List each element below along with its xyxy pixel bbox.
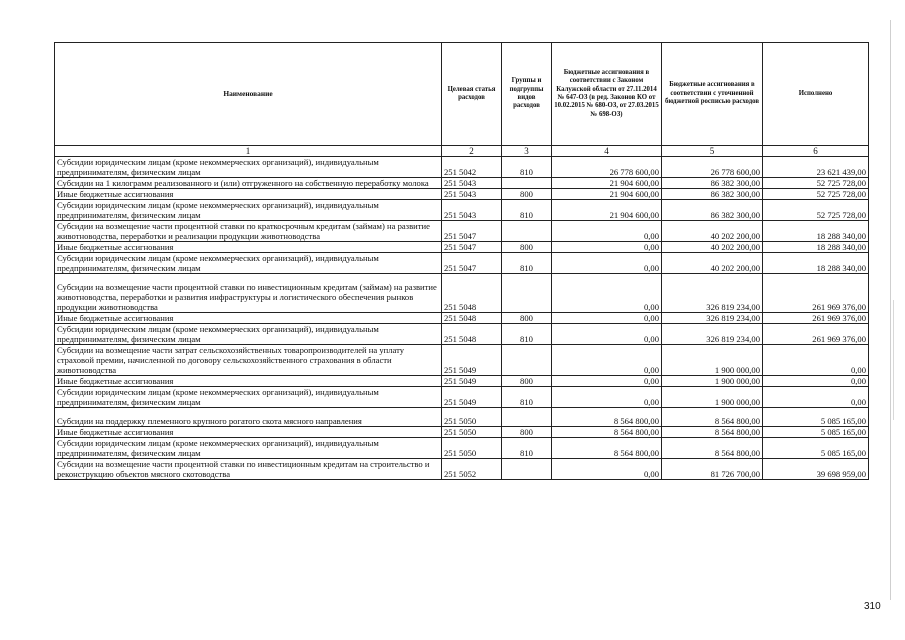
- table-row: [55, 459, 869, 480]
- row-name-cell: Иные бюджетные ассигнования: [55, 376, 442, 387]
- column-number: 4: [552, 146, 662, 157]
- row-budget-refined-cell: 40 202 200,00: [662, 242, 763, 253]
- row-name-cell: Субсидии юридическим лицам (кроме некоммерческих организаций), индивидуальным предпринимателям, физическим лицам: [55, 387, 442, 408]
- row-executed-cell: 18 288 340,00: [763, 221, 869, 242]
- header-name: Наименование: [55, 43, 442, 146]
- row-target-article-cell: 251 5050: [442, 408, 502, 427]
- table-row: [55, 242, 869, 253]
- row-budget-refined-cell: 86 382 300,00: [662, 189, 763, 200]
- row-executed-cell: 18 288 340,00: [763, 242, 869, 253]
- row-expense-group-cell: 810: [502, 324, 552, 345]
- row-executed-cell: 18 288 340,00: [763, 253, 869, 274]
- row-executed-cell: 261 969 376,00: [763, 324, 869, 345]
- row-target-article-cell: 251 5050: [442, 427, 502, 438]
- row-executed-cell: 0,00: [763, 387, 869, 408]
- table-row: [55, 157, 869, 178]
- row-target-article-cell: 251 5048: [442, 274, 502, 313]
- row-target-article-cell: 251 5049: [442, 345, 502, 376]
- table-row: [55, 324, 869, 345]
- row-name-cell: Иные бюджетные ассигнования: [55, 242, 442, 253]
- row-executed-cell: 261 969 376,00: [763, 313, 869, 324]
- row-budget-law-cell: 0,00: [552, 324, 662, 345]
- header-expense-groups: Группы и подгруппы видов расходов: [502, 43, 552, 146]
- table-row: [55, 408, 869, 427]
- row-budget-refined-cell: 86 382 300,00: [662, 200, 763, 221]
- row-budget-refined-cell: 81 726 700,00: [662, 459, 763, 480]
- row-budget-refined-cell: 326 819 234,00: [662, 313, 763, 324]
- column-number: 3: [502, 146, 552, 157]
- row-executed-cell: 52 725 728,00: [763, 189, 869, 200]
- row-expense-group-cell: 810: [502, 157, 552, 178]
- row-budget-law-cell: 21 904 600,00: [552, 178, 662, 189]
- row-target-article-cell: 251 5043: [442, 189, 502, 200]
- table-header-row: [55, 43, 869, 146]
- row-expense-group-cell: 800: [502, 242, 552, 253]
- row-name-cell: Субсидии на возмещение части затрат сельскохозяйственных товаропроизводителей на уплату страховой премии, начисленной по договору сельскохозяйственного страхования в области животноводства: [55, 345, 442, 376]
- row-executed-cell: 52 725 728,00: [763, 178, 869, 189]
- row-executed-cell: 0,00: [763, 376, 869, 387]
- row-executed-cell: 261 969 376,00: [763, 274, 869, 313]
- row-target-article-cell: 251 5050: [442, 438, 502, 459]
- table-row: [55, 274, 869, 313]
- row-name-cell: Иные бюджетные ассигнования: [55, 189, 442, 200]
- row-name-cell: Субсидии юридическим лицам (кроме некоммерческих организаций), индивидуальным предпринимателям, физическим лицам: [55, 200, 442, 221]
- row-executed-cell: 52 725 728,00: [763, 200, 869, 221]
- row-target-article-cell: 251 5042: [442, 157, 502, 178]
- table-row: [55, 253, 869, 274]
- row-budget-refined-cell: 1 900 000,00: [662, 345, 763, 376]
- row-budget-refined-cell: 8 564 800,00: [662, 408, 763, 427]
- row-budget-refined-cell: 326 819 234,00: [662, 324, 763, 345]
- row-budget-refined-cell: 86 382 300,00: [662, 178, 763, 189]
- table-row: [55, 376, 869, 387]
- row-name-cell: Субсидии юридическим лицам (кроме некоммерческих организаций), индивидуальным предпринимателям, физическим лицам: [55, 324, 442, 345]
- row-budget-refined-cell: 8 564 800,00: [662, 438, 763, 459]
- scan-edge-line: [890, 20, 891, 600]
- row-target-article-cell: 251 5049: [442, 376, 502, 387]
- row-expense-group-cell: [502, 221, 552, 242]
- row-executed-cell: 39 698 959,00: [763, 459, 869, 480]
- budget-document: [54, 42, 868, 480]
- row-expense-group-cell: 810: [502, 438, 552, 459]
- row-executed-cell: 5 085 165,00: [763, 427, 869, 438]
- column-number: 6: [763, 146, 869, 157]
- row-executed-cell: 5 085 165,00: [763, 438, 869, 459]
- row-name-cell: Субсидии юридическим лицам (кроме некоммерческих организаций), индивидуальным предпринимателям, физическим лицам: [55, 253, 442, 274]
- row-name-cell: Субсидии на возмещение части процентной ставки по инвестиционным кредитам на строительство и реконструкцию объектов мясного скотоводства: [55, 459, 442, 480]
- row-budget-law-cell: 0,00: [552, 376, 662, 387]
- row-expense-group-cell: 810: [502, 387, 552, 408]
- row-budget-law-cell: 21 904 600,00: [552, 200, 662, 221]
- row-expense-group-cell: 800: [502, 313, 552, 324]
- row-expense-group-cell: [502, 178, 552, 189]
- row-name-cell: Субсидии на возмещение части процентной ставки по инвестиционным кредитам (займам) на развитие животноводства, переработки и развития инфраструктуры и логистического обеспечения рынков продукции животноводства: [55, 274, 442, 313]
- column-number: 5: [662, 146, 763, 157]
- table-row: [55, 427, 869, 438]
- row-name-cell: Субсидии на поддержку племенного крупного рогатого скота мясного направления: [55, 408, 442, 427]
- row-name-cell: Субсидии на 1 килограмм реализованного и (или) отгруженного на собственную переработку молока: [55, 178, 442, 189]
- column-number: 1: [55, 146, 442, 157]
- row-budget-law-cell: 21 904 600,00: [552, 189, 662, 200]
- row-executed-cell: 5 085 165,00: [763, 408, 869, 427]
- table-row: [55, 200, 869, 221]
- row-expense-group-cell: 800: [502, 376, 552, 387]
- row-budget-law-cell: 8 564 800,00: [552, 427, 662, 438]
- row-budget-refined-cell: 326 819 234,00: [662, 274, 763, 313]
- row-budget-law-cell: 0,00: [552, 221, 662, 242]
- table-row: [55, 189, 869, 200]
- scan-edge-line: [893, 300, 894, 420]
- row-name-cell: Иные бюджетные ассигнования: [55, 427, 442, 438]
- row-budget-law-cell: 0,00: [552, 313, 662, 324]
- row-expense-group-cell: [502, 408, 552, 427]
- row-executed-cell: 0,00: [763, 345, 869, 376]
- header-target-article: Целевая статья расходов: [442, 43, 502, 146]
- row-target-article-cell: 251 5047: [442, 242, 502, 253]
- table-row: [55, 221, 869, 242]
- header-budget-law: Бюджетные ассигнования в соответствии с Законом Калужской области от 27.11.2014 № 647-ОЗ (в ред. Законов КО от 10.02.2015 № 680-ОЗ, от 27.03.2015 № 698-ОЗ): [552, 43, 662, 146]
- row-expense-group-cell: [502, 274, 552, 313]
- row-name-cell: Субсидии на возмещение части процентной ставки по краткосрочным кредитам (займам) на развитие животноводства, переработки и реализации продукции животноводства: [55, 221, 442, 242]
- header-executed: Исполнено: [763, 43, 869, 146]
- row-budget-law-cell: 0,00: [552, 274, 662, 313]
- row-budget-refined-cell: 1 900 000,00: [662, 376, 763, 387]
- column-number: 2: [442, 146, 502, 157]
- row-target-article-cell: 251 5048: [442, 313, 502, 324]
- table-row: [55, 313, 869, 324]
- row-budget-refined-cell: 40 202 200,00: [662, 253, 763, 274]
- row-expense-group-cell: [502, 345, 552, 376]
- row-budget-refined-cell: 1 900 000,00: [662, 387, 763, 408]
- row-target-article-cell: 251 5049: [442, 387, 502, 408]
- row-expense-group-cell: [502, 459, 552, 480]
- row-budget-refined-cell: 8 564 800,00: [662, 427, 763, 438]
- row-target-article-cell: 251 5047: [442, 253, 502, 274]
- row-target-article-cell: 251 5052: [442, 459, 502, 480]
- row-budget-refined-cell: 26 778 600,00: [662, 157, 763, 178]
- table-row: [55, 438, 869, 459]
- row-expense-group-cell: 800: [502, 427, 552, 438]
- row-target-article-cell: 251 5043: [442, 178, 502, 189]
- row-expense-group-cell: 800: [502, 189, 552, 200]
- table-row: [55, 387, 869, 408]
- row-name-cell: Иные бюджетные ассигнования: [55, 313, 442, 324]
- page-number: 310: [864, 601, 881, 612]
- header-budget-refined: Бюджетные ассигнования в соответствии с уточненной бюджетной росписью расходов: [662, 43, 763, 146]
- table-row: [55, 178, 869, 189]
- row-target-article-cell: 251 5047: [442, 221, 502, 242]
- row-budget-law-cell: 0,00: [552, 253, 662, 274]
- row-budget-law-cell: 0,00: [552, 242, 662, 253]
- column-number-row: [55, 146, 869, 157]
- row-name-cell: Субсидии юридическим лицам (кроме некоммерческих организаций), индивидуальным предпринимателям, физическим лицам: [55, 157, 442, 178]
- row-budget-law-cell: 8 564 800,00: [552, 438, 662, 459]
- row-budget-law-cell: 8 564 800,00: [552, 408, 662, 427]
- row-budget-refined-cell: 40 202 200,00: [662, 221, 763, 242]
- row-expense-group-cell: 810: [502, 200, 552, 221]
- row-budget-law-cell: 0,00: [552, 459, 662, 480]
- row-target-article-cell: 251 5043: [442, 200, 502, 221]
- row-executed-cell: 23 621 439,00: [763, 157, 869, 178]
- row-expense-group-cell: 810: [502, 253, 552, 274]
- row-budget-law-cell: 26 778 600,00: [552, 157, 662, 178]
- row-budget-law-cell: 0,00: [552, 387, 662, 408]
- row-name-cell: Субсидии юридическим лицам (кроме некоммерческих организаций), индивидуальным предпринимателям, физическим лицам: [55, 438, 442, 459]
- row-target-article-cell: 251 5048: [442, 324, 502, 345]
- table-row: [55, 345, 869, 376]
- row-budget-law-cell: 0,00: [552, 345, 662, 376]
- budget-table: [54, 42, 869, 480]
